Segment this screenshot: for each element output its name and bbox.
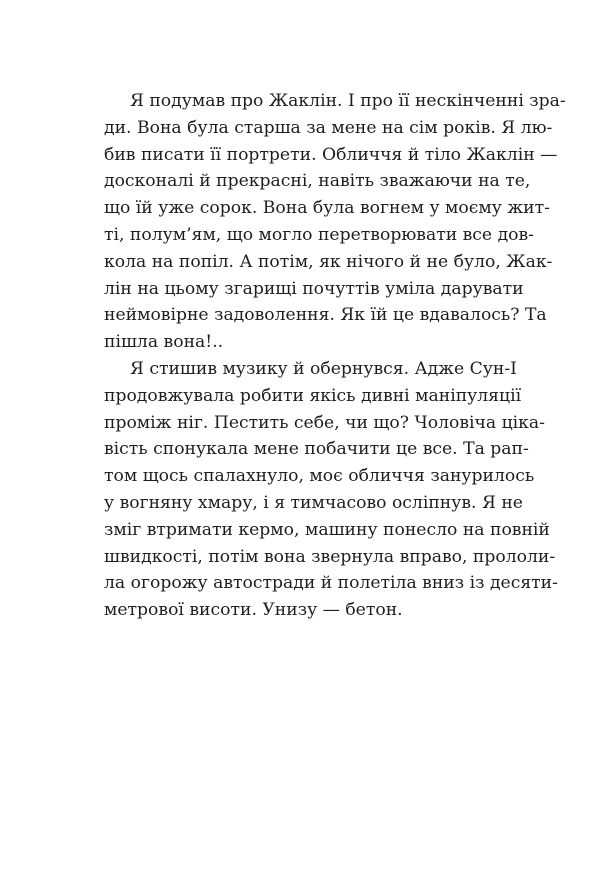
text-line: ті, полум’ям, що могло перетворювати все дов- <box>104 224 534 245</box>
text-line: проміж ніг. Пестить себе, чи що? Чоловіча ціка- <box>104 412 545 433</box>
text-line: неймовірне задоволення. Як їй це вдавалось? Та <box>104 305 547 326</box>
text-line: ди. Вона була старша за мене на сім років. Я лю- <box>104 117 553 138</box>
text-line: досконалі й прекрасні, навіть зважаючи на те, <box>104 171 531 192</box>
text-line: що їй уже сорок. Вона була вогнем у моєму жит- <box>104 198 550 219</box>
text-line: швидкості, потім вона звернула вправо, прололи- <box>104 546 556 567</box>
text-line: у вогняну хмару, і я тимчасово осліпнув. Я не <box>104 492 523 513</box>
text-line: Я стишив музику й обернувся. Адже Сун-І <box>130 358 517 379</box>
text-line: бив писати її портрети. Обличчя й тіло Жаклін — <box>104 144 558 165</box>
text-line: ла огорожу автостради й полетіла вниз із десяти- <box>104 573 558 594</box>
text-line: продовжувала робити якісь дивні маніпуляції <box>104 385 522 406</box>
text-line: кола на попіл. А потім, як нічого й не було, Жак- <box>104 251 553 272</box>
text-line: метрової висоти. Унизу — бетон. <box>104 600 403 621</box>
text-line: вість спонукала мене побачити це все. Та рап- <box>104 439 529 460</box>
paragraph-1 <box>104 88 566 356</box>
body-text <box>104 88 566 624</box>
text-line: том щось спалахнуло, моє обличчя занурилось <box>104 466 535 487</box>
paragraph-2 <box>104 356 558 624</box>
text-line: пішла вона!.. <box>104 332 224 353</box>
text-line: зміг втримати кермо, машину понесло на повній <box>104 519 550 540</box>
text-line: лін на цьому згарищі почуттів уміла дарувати <box>104 278 524 299</box>
text-line: Я подумав про Жаклін. І про її нескінченні зра- <box>130 91 566 111</box>
